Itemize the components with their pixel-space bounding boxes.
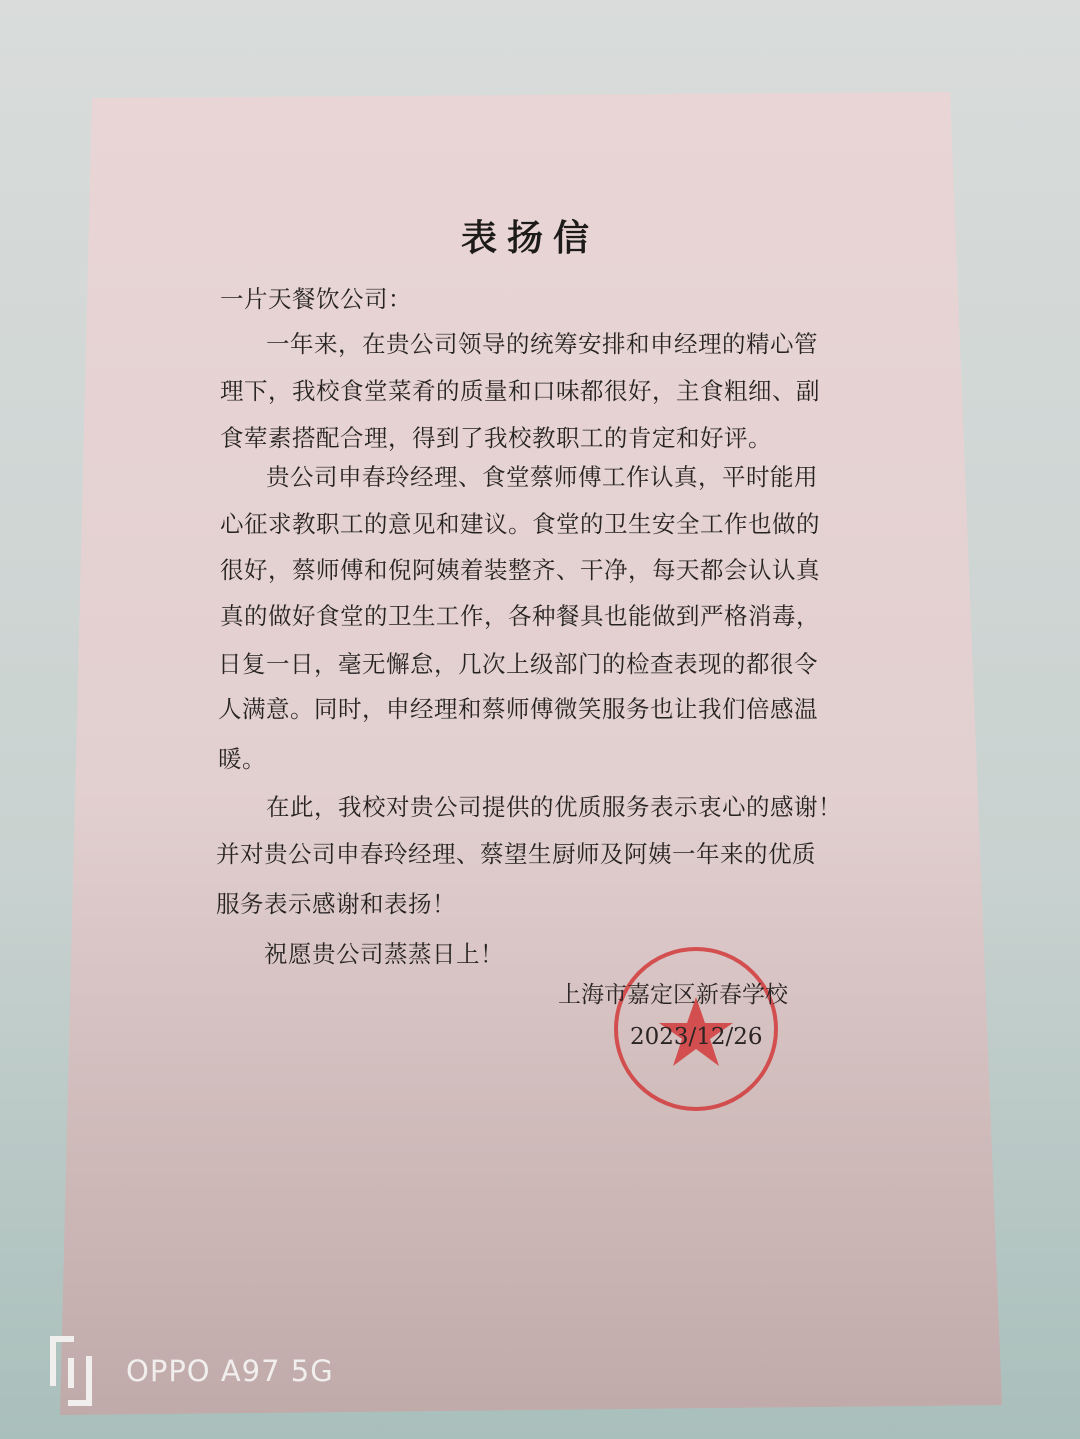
body-line: 人满意。同时，申经理和蔡师傅微笑服务也让我们倍感温 (218, 695, 818, 723)
signature-date: 2023/12/26 (630, 1024, 763, 1050)
body-line: 祝愿贵公司蒸蒸日上！ (264, 940, 504, 968)
watermark-text: OPPO A97 5G (126, 1354, 334, 1388)
camera-watermark (50, 1336, 334, 1406)
body-line: 食荤素搭配合理，得到了我校教职工的肯定和好评。 (220, 424, 772, 452)
body-line: 贵公司申春玲经理、食堂蔡师傅工作认真，平时能用 (266, 463, 818, 491)
oppo-camera-logo-icon (50, 1336, 94, 1406)
body-line: 在此，我校对贵公司提供的优质服务表示衷心的感谢！ (266, 793, 842, 821)
body-line: 并对贵公司申春玲经理、蔡望生厨师及阿姨一年来的优质 (216, 840, 816, 868)
body-line: 日复一日，毫无懈怠，几次上级部门的检查表现的都很令 (218, 650, 818, 678)
body-line: 心征求教职工的意见和建议。食堂的卫生安全工作也做的 (220, 510, 820, 538)
body-line: 很好，蔡师傅和倪阿姨着装整齐、干净，每天都会认认真 (220, 556, 820, 584)
letter-title: 表扬信 (460, 217, 599, 259)
body-line: 服务表示感谢和表扬！ (216, 890, 456, 918)
body-line: 理下，我校食堂菜肴的质量和口味都很好，主食粗细、副 (220, 377, 820, 405)
salutation: 一片天餐饮公司： (220, 285, 412, 313)
signature-school: 上海市嘉定区新春学校 (558, 982, 788, 1008)
body-line: 真的做好食堂的卫生工作，各种餐具也能做到严格消毒， (220, 602, 820, 630)
body-line: 暖。 (218, 745, 266, 773)
body-line: 一年来，在贵公司领导的统筹安排和申经理的精心管 (266, 330, 818, 358)
